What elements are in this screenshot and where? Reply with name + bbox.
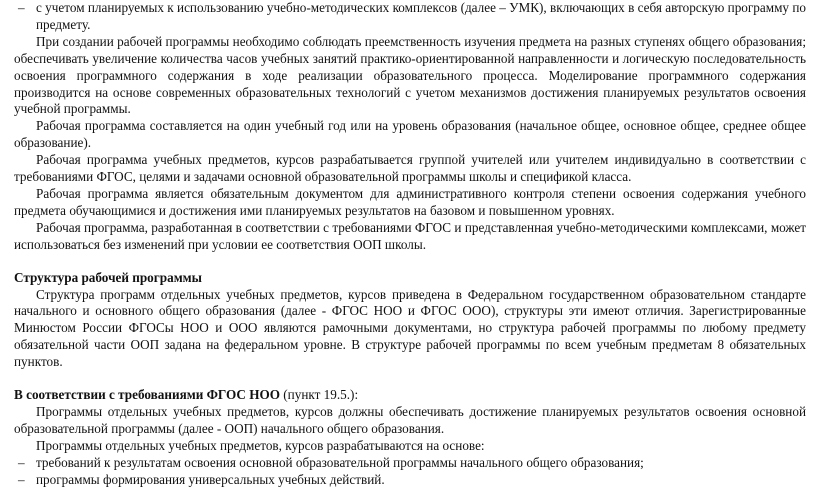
paragraph-structure: Структура программ отдельных учебных предметов, курсов приведена в Федеральном государственном образовательном стандарте начального и основного общего образования (далее - ФГОС НОО и ФГОС ООО), структуры эти имеют отличия. Зарегистрированные Минюстом России ФГОСы НОО и ООО являются рамочными документами, но структура рабочей программы по любому предмету обязательной части ООП задана на федеральном уровне. В структуре рабочей программы по всем учебным предметам 8 обязательных пунктов. bbox=[14, 286, 806, 370]
paragraph-mandatory: Рабочая программа является обязательным документом для административного контроля степени освоения содержания учебного предмета обучающимися и достижения ими планируемых результатов на базовом и повышенном уровнях. bbox=[14, 185, 806, 218]
paragraph-authors: Рабочая программа учебных предметов, курсов разрабатывается группой учителей или учителем индивидуально в соответствии с требованиями ФГОС, целями и задачами основной образовательной программы школы и спецификой класса. bbox=[14, 152, 806, 185]
dash-marker: – bbox=[18, 454, 25, 470]
bullet-umk bbox=[14, 0, 806, 34]
dash-marker: – bbox=[18, 0, 25, 15]
dash-marker: – bbox=[18, 471, 25, 487]
paragraph-period: Рабочая программа составляется на один учебный год или на уровень образования (начальное общее, основное общее, среднее общее образование). bbox=[14, 118, 806, 151]
heading-fgos-point: (пункт 19.5.): bbox=[279, 387, 359, 403]
bullet-uud bbox=[14, 472, 806, 489]
bullet-text: с учетом планируемых к использованию учебно-методических комплексов (далее – УМК), включающих в себя авторскую программу по предмету. bbox=[36, 0, 806, 32]
heading-fgos-bold: В соответствии с требованиями ФГОС НОО bbox=[14, 387, 280, 403]
bullet-text: программы формирования универсальных учебных действий. bbox=[36, 471, 385, 487]
spacer bbox=[14, 371, 806, 387]
paragraph-programs-basis: Программы отдельных учебных предметов, курсов разрабатываются на основе: bbox=[36, 437, 485, 453]
heading-structure: Структура рабочей программы bbox=[14, 269, 202, 285]
paragraph-umk: Рабочая программа, разработанная в соответствии с требованиями ФГОС и представленная учебно-методическими комплексами, может использоваться без изменений при условии ее соответствия ООП школы. bbox=[14, 219, 806, 252]
paragraph-continuity: При создании рабочей программы необходимо соблюдать преемственность изучения предмета на разных ступенях общего образования; обеспечивать увеличение количества часов учебных занятий практико-ориентированной направленности и логическую последовательность освоения программного содержания в ходе реализации образовательного процесса. Моделирование программного содержания производится на основе современных образовательных технологий с учетом механизмов достижения планируемых результатов освоения учебной программы. bbox=[14, 33, 806, 117]
heading-fgos bbox=[14, 387, 806, 404]
paragraph-programs-results: Программы отдельных учебных предметов, курсов должны обеспечивать достижение планируемых результатов освоения основной образовательной программы (далее - ООП) начального общего образования. bbox=[14, 403, 806, 436]
spacer bbox=[14, 254, 806, 270]
bullet-text: требований к результатам освоения основной образовательной программы начального общего образования; bbox=[36, 454, 644, 470]
bullet-requirements bbox=[14, 455, 806, 472]
